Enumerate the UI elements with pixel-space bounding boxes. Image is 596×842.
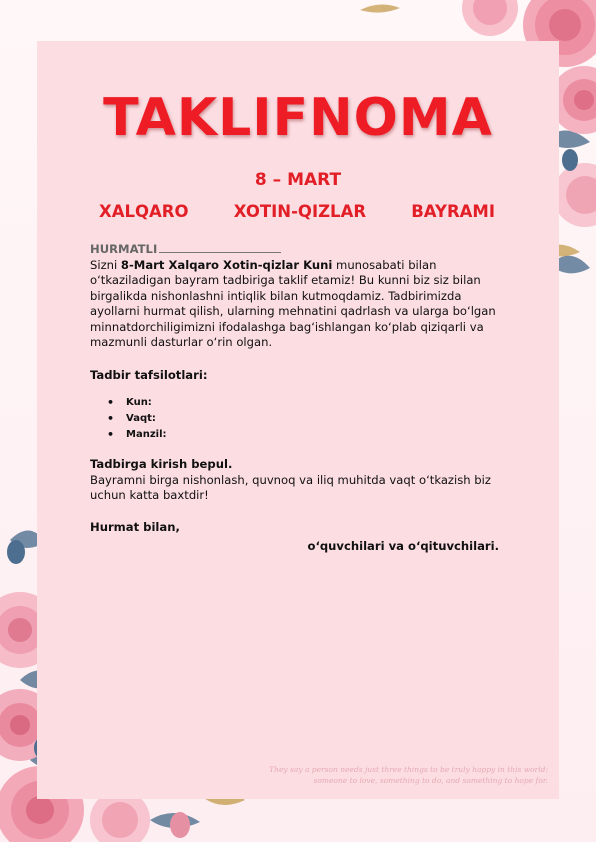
detail-day: • Kun: <box>126 395 510 411</box>
detail-time: • Vaqt: <box>126 411 510 427</box>
closing-paragraph: Bayramni birga nishonlash, quvnoq va iliq muhitda vaqt o‘tkazish biz uchun katta baxtdir! <box>90 472 491 502</box>
sign-off: Hurmat bilan, <box>90 519 180 534</box>
greeting-label: HURMATLI <box>90 242 158 256</box>
intro-paragraph <box>90 258 510 351</box>
holiday-word: BAYRAMI <box>411 202 495 221</box>
invitation-title: TAKLIFNOMA <box>103 88 493 148</box>
invitation-body <box>90 242 510 555</box>
free-entry-note: Tadbirga kirish bepul. <box>90 457 233 471</box>
details-list <box>90 395 510 443</box>
detail-location: • Manzil: <box>126 427 510 443</box>
details-heading: Tadbir tafsilotlari: <box>90 367 208 382</box>
intro-highlight: 8-Mart Xalqaro Xotin-qizlar Kuni <box>120 257 333 272</box>
greeting <box>90 242 510 258</box>
holiday-word: XOTIN-QIZLAR <box>233 202 367 221</box>
holiday-name <box>99 202 495 221</box>
intro-text-rest: munosabati bilan o‘tkaziladigan bayram tadbiriga taklif etamiz! Bu kunni biz siz bilan birgalikda nishonlashni intiqlik bilan kutmoqdamiz. Tadbirimizda ayollarni hurmat qilish, ularning mehnatini qadrlash va ularga bo‘lgan minnatdorchiligimizni ifodalashga bag‘ishlangan ko‘plab qiziqarli va mazmunli dasturlar o‘rin olgan. <box>90 257 496 349</box>
signers: o‘quvchilari va o‘qituvchilari. <box>307 539 499 553</box>
intro-text: Sizni <box>90 257 121 272</box>
rose-icon <box>462 0 518 36</box>
name-blank-line <box>159 242 281 253</box>
holiday-word: XALQARO <box>99 202 189 221</box>
event-date: 8 – MART <box>254 170 342 190</box>
footer-quote: They say a person needs just three things to be truly happy in this world: someone to love, something to do, and something to hope for. <box>269 765 548 785</box>
